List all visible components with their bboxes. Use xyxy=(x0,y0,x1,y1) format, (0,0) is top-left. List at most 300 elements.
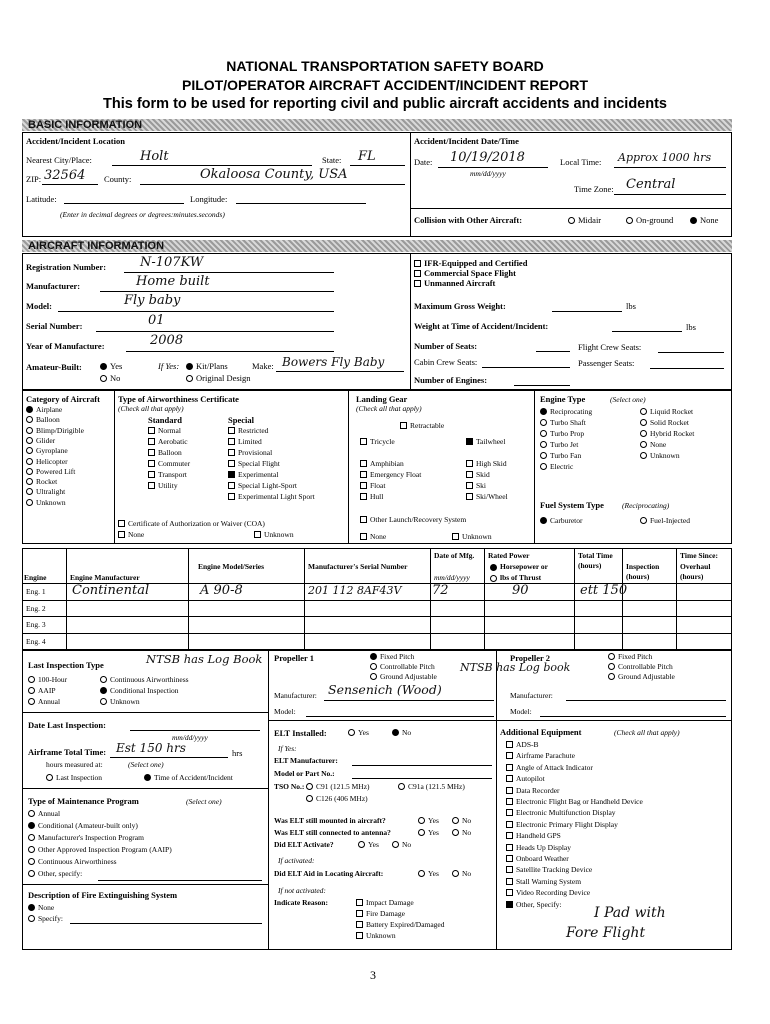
checkbox-icon xyxy=(400,422,407,429)
maintenance-other-approved-inspection-program-aaip[interactable]: Other Approved Inspection Program (AAIP) xyxy=(28,845,172,855)
cert-standard-balloon[interactable]: Balloon xyxy=(148,448,182,458)
col-total-time: Total Time (hours) xyxy=(578,551,613,570)
checkbox-icon xyxy=(228,493,235,500)
elt-if-not-activated: If not activated: xyxy=(278,886,326,895)
elt-activate-yes[interactable]: Yes xyxy=(358,840,379,850)
local-time-line xyxy=(614,167,726,168)
insp-conditional[interactable]: Conditional Inspection xyxy=(100,686,179,696)
elt-activate-question: Did ELT Activate? xyxy=(274,840,334,849)
checkbox-icon xyxy=(506,787,513,794)
cert-title: Type of Airworthiness Certificate xyxy=(118,394,239,404)
cert-standard-utility[interactable]: Utility xyxy=(148,481,178,491)
date-field[interactable]: 10/19/2018 xyxy=(450,150,525,165)
engine-row-label: Eng. 4 xyxy=(26,636,46,646)
registration-field[interactable]: N-107KW xyxy=(140,255,204,270)
checkbox-icon xyxy=(506,844,513,851)
amateur-built-label: Amateur-Built: xyxy=(26,362,82,372)
category-blimp-dirigible[interactable]: Blimp/Dirigible xyxy=(26,426,84,436)
engine-total-time-field[interactable]: ett 150 xyxy=(580,583,628,598)
insp-aaip[interactable]: AAIP xyxy=(28,686,56,696)
max-gross-weight-field[interactable] xyxy=(552,311,622,312)
checkbox-checked-icon xyxy=(228,471,235,478)
insp-unknown[interactable]: Unknown xyxy=(100,697,140,707)
elt-mounted-yes[interactable]: Yes xyxy=(418,816,439,826)
divider xyxy=(22,633,732,634)
divider xyxy=(410,208,732,209)
kit-plans-option[interactable]: Kit/Plans xyxy=(186,361,228,371)
serial-field[interactable]: 01 xyxy=(148,313,165,328)
make-label: Make: xyxy=(252,361,274,371)
local-time-field[interactable]: Approx 1000 hrs xyxy=(618,151,712,164)
radio-icon xyxy=(418,829,425,836)
checkbox-icon xyxy=(356,899,363,906)
equipment-video-recording-device[interactable]: Video Recording Device xyxy=(506,888,590,898)
elt-model-field[interactable] xyxy=(352,778,492,779)
radio-selected-icon xyxy=(370,653,377,660)
gear-unknown-option[interactable]: Unknown xyxy=(452,532,492,542)
elt-reason-label: Indicate Reason: xyxy=(274,898,328,907)
col-rated-power: Rated Power xyxy=(488,551,530,560)
col-engine: Engine xyxy=(24,573,47,582)
equipment-stall-warning-system[interactable]: Stall Warning System xyxy=(506,877,581,887)
cert-special-provisional[interactable]: Provisional xyxy=(228,448,272,458)
engine-type-solid-rocket[interactable]: Solid Rocket xyxy=(640,418,689,428)
date-field-line xyxy=(438,167,548,168)
date-last-inspection-field[interactable] xyxy=(130,730,260,731)
checkbox-icon xyxy=(356,932,363,939)
divider xyxy=(410,253,411,390)
insp-annual[interactable]: Annual xyxy=(28,697,60,707)
checkbox-icon xyxy=(148,471,155,478)
cert-special-special-flight[interactable]: Special Flight xyxy=(228,459,280,469)
engine-type-note: (Select one) xyxy=(610,395,646,404)
checkbox-icon xyxy=(228,460,235,467)
cert-special-special-light-sport[interactable]: Special Light-Sport xyxy=(228,481,297,491)
divider xyxy=(22,600,732,601)
collision-none[interactable]: None xyxy=(690,215,718,225)
county-field[interactable]: Okaloosa County, USA xyxy=(200,167,348,182)
local-time-label: Local Time: xyxy=(560,157,602,167)
radio-icon xyxy=(640,419,647,426)
city-field[interactable]: Holt xyxy=(140,149,169,164)
checkbox-icon xyxy=(414,280,421,287)
divider xyxy=(534,390,535,544)
radio-icon xyxy=(418,817,425,824)
maintenance-other-field[interactable] xyxy=(98,880,262,881)
registration-label: Registration Number: xyxy=(26,262,107,272)
coa-option[interactable]: Certificate of Authorization or Waiver (COA) xyxy=(118,519,265,529)
col-overhaul: Overhaul (hours) xyxy=(680,562,711,581)
elt-reason-battery-expired-damaged[interactable]: Battery Expired/Damaged xyxy=(356,920,445,930)
checkbox-icon xyxy=(506,798,513,805)
radio-icon xyxy=(28,676,35,683)
checkbox-icon xyxy=(254,531,261,538)
divider xyxy=(268,720,732,721)
city-field-line xyxy=(112,165,312,166)
maintenance-manufacturer-s-inspection-program[interactable]: Manufacturer's Inspection Program xyxy=(28,833,144,843)
engine-row-label: Eng. 1 xyxy=(26,587,46,596)
if-yes-label: If Yes: xyxy=(158,361,180,371)
cert-special-limited[interactable]: Limited xyxy=(228,437,262,447)
elt-connected-yes[interactable]: Yes xyxy=(418,828,439,838)
equipment-satellite-tracking-device[interactable]: Satellite Tracking Device xyxy=(506,865,592,875)
divider xyxy=(188,548,189,650)
cert-none-option[interactable]: None xyxy=(118,530,144,540)
radio-icon xyxy=(540,452,547,459)
form-agency-title: NATIONAL TRANSPORTATION SAFETY BOARD xyxy=(226,58,544,74)
engine-type-none[interactable]: None xyxy=(640,440,666,450)
equipment-electronic-flight-bag-or-handheld-device[interactable]: Electronic Flight Bag or Handheld Device xyxy=(506,797,643,807)
equipment-autopilot[interactable]: Autopilot xyxy=(506,774,545,784)
prop2-controllable-pitch[interactable]: Controllable Pitch xyxy=(608,662,673,672)
engine-type-reciprocating[interactable]: Reciprocating xyxy=(540,407,592,417)
engine-type-turbo-fan[interactable]: Turbo Fan xyxy=(540,451,581,461)
flight-crew-seats-field[interactable] xyxy=(658,352,724,353)
date-format-hint: mm/dd/yyyy xyxy=(470,169,506,178)
elt-aid-yes[interactable]: Yes xyxy=(418,869,439,879)
cert-standard-transport[interactable]: Transport xyxy=(148,470,187,480)
elt-aid-no[interactable]: No xyxy=(452,869,471,879)
gear-skid[interactable]: Skid xyxy=(466,470,490,480)
cert-standard-aerobatic[interactable]: Aerobatic xyxy=(148,437,188,447)
number-of-engines-field[interactable] xyxy=(514,385,570,386)
category-helicopter[interactable]: Helicopter xyxy=(26,457,68,467)
radio-selected-icon xyxy=(28,822,35,829)
engine-type-turbo-prop[interactable]: Turbo Prop xyxy=(540,429,584,439)
state-field[interactable]: FL xyxy=(358,149,376,164)
radio-icon xyxy=(28,870,35,877)
engine-type-unknown[interactable]: Unknown xyxy=(640,451,680,461)
fuel-system-title: Fuel System Type xyxy=(540,500,604,510)
equipment-airframe-parachute[interactable]: Airframe Parachute xyxy=(506,751,575,761)
prop1-ground-adjustable[interactable]: Ground Adjustable xyxy=(370,672,437,682)
original-design-option[interactable]: Original Design xyxy=(186,373,251,383)
radio-icon xyxy=(26,447,33,454)
gear-hull[interactable]: Hull xyxy=(360,492,383,502)
checkbox-icon xyxy=(118,520,125,527)
radio-icon xyxy=(568,217,575,224)
category-unknown[interactable]: Unknown xyxy=(26,498,66,508)
tso-c126[interactable]: C126 (406 MHz) xyxy=(306,794,368,804)
prop1-manufacturer-label: Manufacturer: xyxy=(274,691,317,700)
gear-high-skid[interactable]: High Skid xyxy=(466,459,507,469)
manufacturer-label: Manufacturer: xyxy=(26,281,81,291)
fuel-system-note: (Reciprocating) xyxy=(622,501,670,510)
engine-manufacturer-field[interactable]: Continental xyxy=(72,583,150,598)
checkbox-icon xyxy=(466,460,473,467)
prop2-manufacturer-field[interactable] xyxy=(566,700,726,701)
cert-standard-commuter[interactable]: Commuter xyxy=(148,459,190,469)
radio-icon[interactable] xyxy=(490,575,497,582)
engine-serial-field[interactable]: 201 112 8AF43V xyxy=(308,584,402,597)
gear-none-option[interactable]: None xyxy=(360,532,386,542)
prop1-fixed-pitch[interactable]: Fixed Pitch xyxy=(370,652,414,662)
elt-mounted-no[interactable]: No xyxy=(452,816,471,826)
checkbox-icon xyxy=(506,832,513,839)
radio-selected-icon xyxy=(28,904,35,911)
radio-icon xyxy=(28,698,35,705)
radio-icon xyxy=(28,687,35,694)
ifr-equipped-option[interactable]: IFR-Equipped and Certified xyxy=(414,258,527,268)
prop1-controllable-pitch[interactable]: Controllable Pitch xyxy=(370,662,435,672)
lbs-unit: lbs xyxy=(626,301,636,311)
year-field[interactable]: 2008 xyxy=(150,333,184,348)
zip-label: ZIP: xyxy=(26,174,42,184)
prop2-ground-adjustable[interactable]: Ground Adjustable xyxy=(608,672,675,682)
checkbox-icon xyxy=(466,482,473,489)
tso-label: TSO No.: xyxy=(274,782,305,791)
elt-mounted-question: Was ELT still mounted in aircraft? xyxy=(274,816,386,825)
elt-installed-yes[interactable]: Yes xyxy=(348,728,369,738)
elt-connected-question: Was ELT still connected to antenna? xyxy=(274,828,391,837)
radio-icon xyxy=(358,841,365,848)
divider xyxy=(22,616,732,617)
page-number: 3 xyxy=(370,968,376,982)
radio-icon xyxy=(608,663,615,670)
divider xyxy=(496,650,497,950)
fire-ext-none[interactable]: None xyxy=(28,903,54,913)
gear-float[interactable]: Float xyxy=(360,481,385,491)
insp-100-hour[interactable]: 100-Hour xyxy=(28,675,67,685)
radio-selected-icon xyxy=(100,363,107,370)
checkbox-icon xyxy=(466,493,473,500)
maintenance-annual[interactable]: Annual xyxy=(28,809,60,819)
commercial-space-option[interactable]: Commercial Space Flight xyxy=(414,268,516,278)
elt-installed-no[interactable]: No xyxy=(392,728,411,738)
insp-continuous[interactable]: Continuous Airworthiness xyxy=(100,675,189,685)
model-field[interactable]: Fly baby xyxy=(124,293,181,308)
carburetor-option[interactable]: Carburetor xyxy=(540,516,583,526)
maintenance-title: Type of Maintenance Program xyxy=(28,796,139,806)
make-field[interactable]: Bowers Fly Baby xyxy=(282,355,385,369)
longitude-label: Longitude: xyxy=(190,194,228,204)
time-zone-field[interactable]: Central xyxy=(626,177,676,192)
collision-midair[interactable]: Midair xyxy=(568,215,601,225)
equipment-handheld-gps[interactable]: Handheld GPS xyxy=(506,831,561,841)
maintenance-continuous-airworthiness[interactable]: Continuous Airworthiness xyxy=(28,857,117,867)
category-powered-lift[interactable]: Powered Lift xyxy=(26,467,75,477)
tso-c91a[interactable]: C91a (121.5 MHz) xyxy=(398,782,465,792)
fuel-injected-option[interactable]: Fuel-Injected xyxy=(640,516,690,526)
gear-ski[interactable]: Ski xyxy=(466,481,486,491)
checkbox-icon xyxy=(506,741,513,748)
engine-power-field[interactable]: 90 xyxy=(512,583,529,598)
airframe-total-time-field[interactable]: Est 150 hrs xyxy=(116,741,186,755)
zip-field[interactable]: 32564 xyxy=(44,168,86,183)
engine-date-field[interactable]: 72 xyxy=(432,583,449,598)
collision-on-ground[interactable]: On-ground xyxy=(626,215,673,225)
gear-emergency-float[interactable]: Emergency Float xyxy=(360,470,421,480)
date-format-hint: mm/dd/yyyy xyxy=(172,733,208,742)
seats-label: Number of Seats: xyxy=(414,341,478,351)
fire-ext-specify-field[interactable] xyxy=(70,923,262,924)
amateur-yes[interactable]: Yes xyxy=(100,361,122,371)
radio-icon xyxy=(28,810,35,817)
checkbox-icon xyxy=(356,910,363,917)
checkbox-icon xyxy=(360,516,367,523)
location-title: Accident/Incident Location xyxy=(26,136,125,146)
divider xyxy=(484,548,485,650)
cabin-crew-seats-field[interactable] xyxy=(482,367,570,368)
cert-special-restricted[interactable]: Restricted xyxy=(228,426,268,436)
elt-reason-unknown[interactable]: Unknown xyxy=(356,931,396,941)
radio-icon xyxy=(452,829,459,836)
checkbox-icon xyxy=(360,493,367,500)
year-label: Year of Manufacture: xyxy=(26,341,105,351)
cert-special-experimental[interactable]: Experimental xyxy=(228,470,278,480)
divider xyxy=(22,788,268,789)
category-glider[interactable]: Glider xyxy=(26,436,55,446)
radio-selected-icon xyxy=(690,217,697,224)
cert-standard-normal[interactable]: Normal xyxy=(148,426,181,436)
radio-icon xyxy=(418,870,425,877)
measured-time-of-accident[interactable]: Time of Accident/Incident xyxy=(144,773,233,783)
category-gyroplane[interactable]: Gyroplane xyxy=(26,446,68,456)
radio-icon xyxy=(26,416,33,423)
measured-at-note: (Select one) xyxy=(128,760,164,769)
passenger-seats-field[interactable] xyxy=(650,368,724,369)
maintenance-other-specify[interactable]: Other, specify: xyxy=(28,869,82,879)
prop2-model-field[interactable] xyxy=(540,716,726,717)
radio-selected-icon xyxy=(144,774,151,781)
latitude-field[interactable] xyxy=(64,203,184,204)
radio-icon xyxy=(26,468,33,475)
checkbox-icon xyxy=(506,878,513,885)
engine-type-hybrid-rocket[interactable]: Hybrid Rocket xyxy=(640,429,694,439)
checkbox-icon xyxy=(356,921,363,928)
equipment-angle-of-attack-indicator[interactable]: Angle of Attack Indicator xyxy=(506,763,593,773)
checkbox-icon xyxy=(506,855,513,862)
amateur-no[interactable]: No xyxy=(100,373,120,383)
radio-selected-icon xyxy=(186,363,193,370)
prop1-model-field[interactable] xyxy=(306,716,494,717)
propeller-2-title: Propeller 2 xyxy=(510,653,551,663)
gear-amphibian[interactable]: Amphibian xyxy=(360,459,404,469)
radio-icon xyxy=(26,478,33,485)
col-horsepower: Horsepower or xyxy=(500,562,548,571)
elt-reason-fire-damage[interactable]: Fire Damage xyxy=(356,909,405,919)
measured-last-inspection[interactable]: Last Inspection xyxy=(46,773,102,783)
city-label: Nearest City/Place: xyxy=(26,155,92,165)
date-time-title: Accident/Incident Date/Time xyxy=(414,136,519,146)
equipment-heads-up-display[interactable]: Heads Up Display xyxy=(506,843,571,853)
maintenance-conditional-amateur-built-only[interactable]: Conditional (Amateur-built only) xyxy=(28,821,138,831)
elt-reason-impact-damage[interactable]: Impact Damage xyxy=(356,898,414,908)
engine-type-electric[interactable]: Electric xyxy=(540,462,573,472)
radio-icon xyxy=(540,463,547,470)
gear-tricycle[interactable]: Tricycle xyxy=(360,437,395,447)
checkbox-icon xyxy=(506,809,513,816)
radio-selected-icon[interactable] xyxy=(490,564,497,571)
prop2-note[interactable]: NTSB has Log book xyxy=(460,661,571,674)
year-line xyxy=(126,351,334,352)
divider xyxy=(22,712,268,713)
fire-ext-title: Description of Fire Extinguishing System xyxy=(28,890,178,900)
radio-icon xyxy=(540,430,547,437)
checkbox-icon xyxy=(414,260,421,267)
fire-ext-specify[interactable]: Specify: xyxy=(28,914,63,924)
equipment-electronic-multifunction-display[interactable]: Electronic Multifunction Display xyxy=(506,808,616,818)
radio-icon xyxy=(306,783,313,790)
engine-type-turbo-shaft[interactable]: Turbo Shaft xyxy=(540,418,586,428)
prop1-manufacturer-field[interactable]: Sensenich (Wood) xyxy=(328,682,442,697)
engine-type-turbo-jet[interactable]: Turbo Jet xyxy=(540,440,578,450)
radio-icon xyxy=(100,375,107,382)
airframe-total-time-line xyxy=(110,757,228,758)
maintenance-note: (Select one) xyxy=(186,797,222,806)
aircraft-info-bar: AIRCRAFT INFORMATION xyxy=(22,240,732,252)
checkbox-icon xyxy=(360,533,367,540)
county-label: County: xyxy=(104,174,132,184)
other-launch-option[interactable]: Other Launch/Recovery System xyxy=(360,515,466,525)
serial-line xyxy=(96,331,334,332)
radio-selected-icon xyxy=(100,687,107,694)
category-rocket[interactable]: Rocket xyxy=(26,477,57,487)
equipment-ads-b[interactable]: ADS-B xyxy=(506,740,539,750)
equipment-onboard-weather[interactable]: Onboard Weather xyxy=(506,854,569,864)
checkbox-icon xyxy=(148,482,155,489)
seats-field[interactable] xyxy=(536,351,570,352)
collision-label: Collision with Other Aircraft: xyxy=(414,215,523,225)
last-inspection-note[interactable]: NTSB has Log Book xyxy=(146,652,263,666)
equipment-electronic-primary-flight-display[interactable]: Electronic Primary Flight Display xyxy=(506,820,618,830)
radio-icon xyxy=(540,419,547,426)
radio-icon xyxy=(306,795,313,802)
weight-at-accident-field[interactable] xyxy=(612,331,682,332)
number-of-engines-label: Number of Engines: xyxy=(414,375,488,385)
manufacturer-field[interactable]: Home built xyxy=(136,274,210,289)
category-ultralight[interactable]: Ultralight xyxy=(26,487,65,497)
longitude-field[interactable] xyxy=(236,203,366,204)
lbs-unit: lbs xyxy=(686,322,696,332)
radio-icon xyxy=(608,653,615,660)
tso-c91[interactable]: C91 (121.5 MHz) xyxy=(306,782,370,792)
elt-connected-no[interactable]: No xyxy=(452,828,471,838)
radio-icon xyxy=(28,846,35,853)
unmanned-option[interactable]: Unmanned Aircraft xyxy=(414,278,495,288)
engine-type-liquid-rocket[interactable]: Liquid Rocket xyxy=(640,407,693,417)
elt-model-label: Model or Part No.: xyxy=(274,769,335,778)
gear-ski-wheel[interactable]: Ski/Wheel xyxy=(466,492,508,502)
retractable-option[interactable]: Retractable xyxy=(400,421,444,431)
hrs-unit: hrs xyxy=(232,748,243,758)
category-balloon[interactable]: Balloon xyxy=(26,415,60,425)
cert-unknown-option[interactable]: Unknown xyxy=(254,530,294,540)
prop1-model-label: Model: xyxy=(274,707,296,716)
checkbox-icon xyxy=(506,821,513,828)
radio-icon xyxy=(640,441,647,448)
cert-special-experimental-light-sport[interactable]: Experimental Light Sport xyxy=(228,492,315,502)
checkbox-icon xyxy=(506,866,513,873)
elt-activate-no[interactable]: No xyxy=(392,840,411,850)
equipment-other-field-1[interactable]: I Pad with xyxy=(594,905,666,921)
model-label: Model: xyxy=(26,301,52,311)
engine-model-field[interactable]: A 90-8 xyxy=(200,583,243,598)
equipment-data-recorder[interactable]: Data Recorder xyxy=(506,786,560,796)
prop2-fixed-pitch[interactable]: Fixed Pitch xyxy=(608,652,652,662)
basic-info-bar: BASIC INFORMATION xyxy=(22,119,732,131)
model-line xyxy=(58,311,334,312)
equipment-other-field-2[interactable]: Fore Flight xyxy=(566,925,646,941)
equipment-other-specify[interactable]: Other, Specify: xyxy=(506,900,562,910)
elt-manufacturer-field[interactable] xyxy=(352,765,492,766)
prop2-model-label: Model: xyxy=(510,707,532,716)
col-manufacturer: Engine Manufacturer xyxy=(70,573,140,582)
gear-tailwheel[interactable]: Tailwheel xyxy=(466,437,505,447)
category-airplane[interactable]: Airplane xyxy=(26,405,62,415)
radio-icon xyxy=(26,499,33,506)
radio-icon xyxy=(392,841,399,848)
